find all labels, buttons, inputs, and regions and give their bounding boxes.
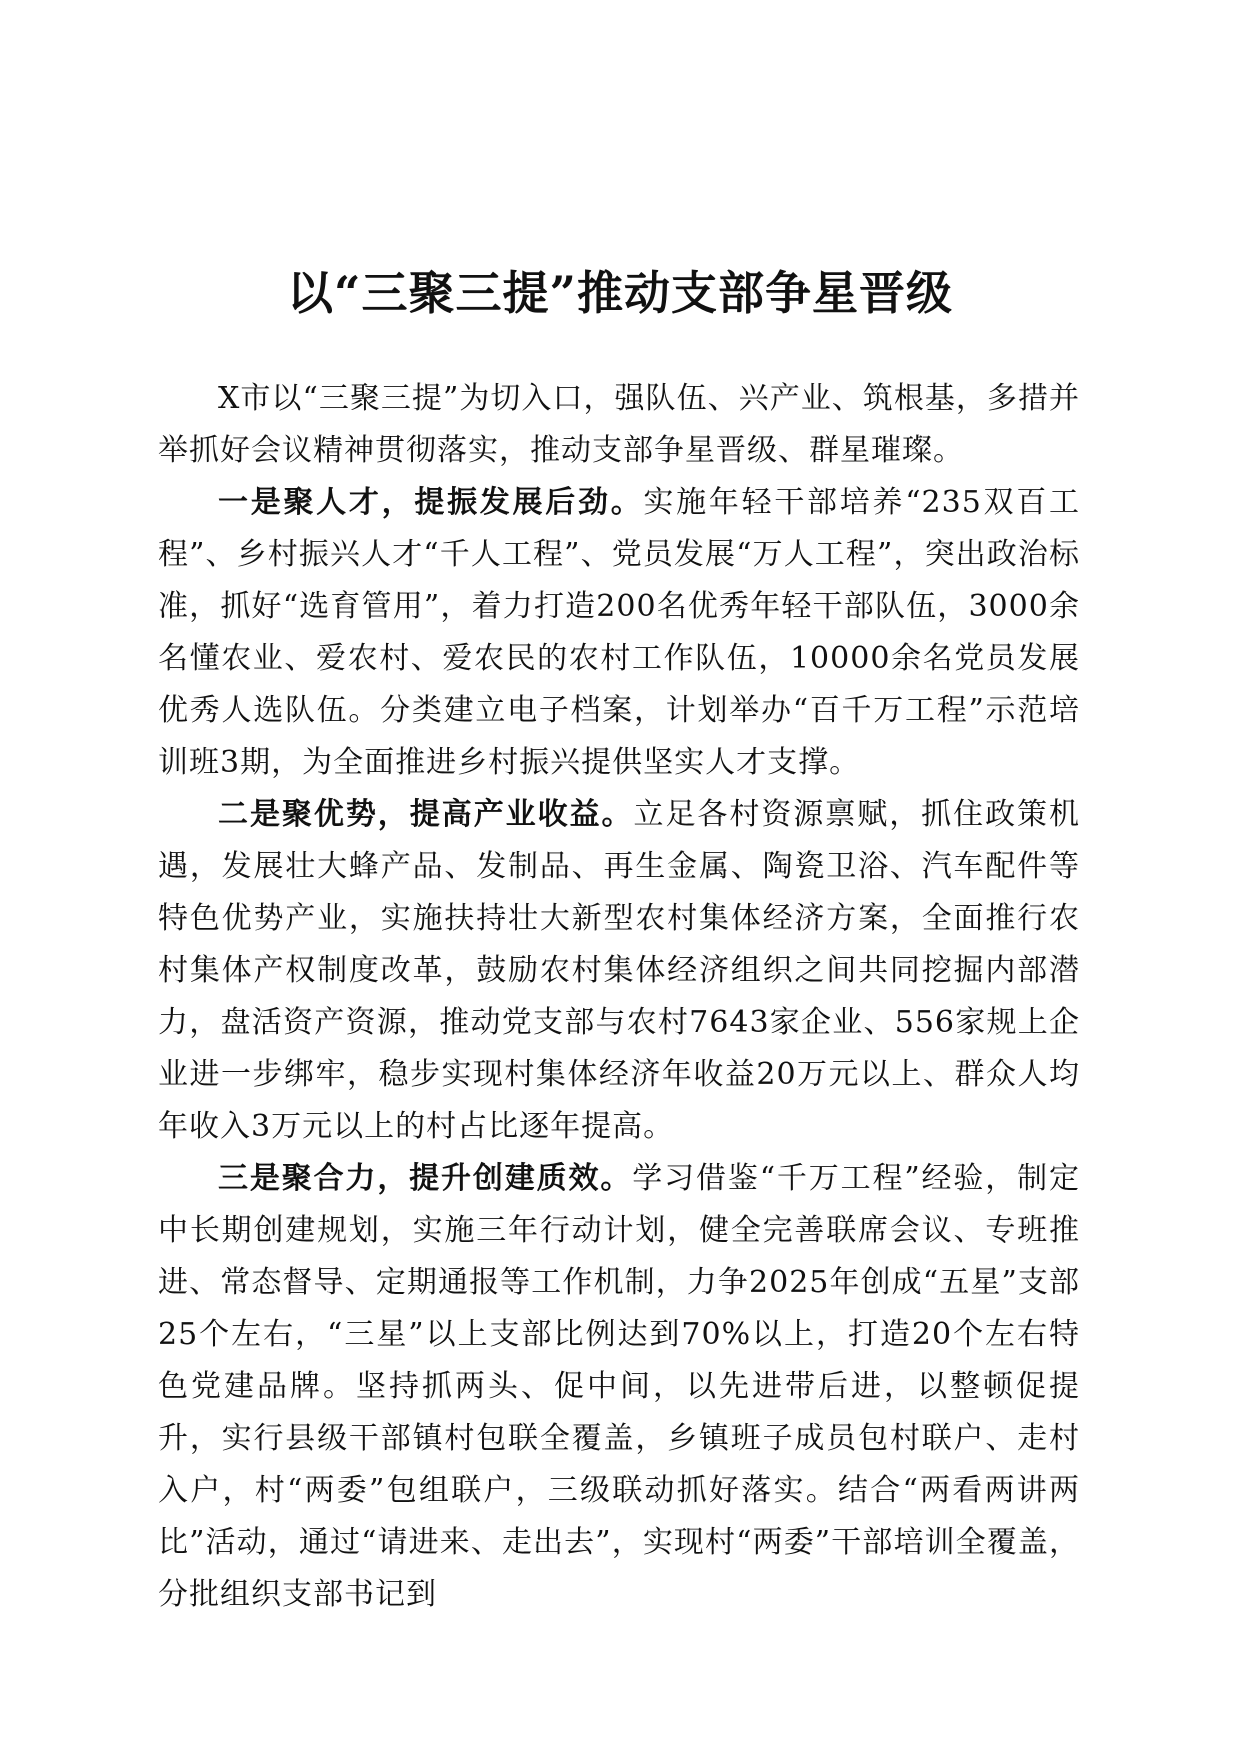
- document-body: [158, 373, 1080, 1621]
- paragraph-lead: 一是聚人才，提振发展后劲。: [218, 485, 644, 520]
- paragraph-industry: [158, 789, 1080, 1153]
- paragraph-lead: 三是聚合力，提升创建质效。: [218, 1161, 633, 1196]
- paragraph-lead: 二是聚优势，提高产业收益。: [218, 797, 634, 832]
- paragraph-synergy: [158, 1153, 1080, 1621]
- paragraph-intro: [158, 373, 1080, 477]
- paragraph-text: 实施年轻干部培养“235双百工程”、乡村振兴人才“千人工程”、党员发展“万人工程”，突出政治标准，抓好“选育管用”，着力打造200名优秀年轻干部队伍，3000余名懂农业、爱农村、爱农民的农村工作队伍，10000余名党员发展优秀人选队伍。分类建立电子档案，计划举办“百千万工程”示范培训班3期，为全面推进乡村振兴提供坚实人才支撑。: [158, 485, 1080, 780]
- document-title: 以“三聚三提”推动支部争星晋级: [287, 265, 953, 320]
- paragraph-text: 学习借鉴“千万工程”经验，制定中长期创建规划，实施三年行动计划，健全完善联席会议、专班推进、常态督导、定期通报等工作机制，力争2025年创成“五星”支部25个左右，“三星”以上支部比例达到70%以上，打造20个左右特色党建品牌。坚持抓两头、促中间，以先进带后进，以整顿促提升，实行县级干部镇村包联全覆盖，乡镇班子成员包村联户、走村入户，村“两委”包组联户，三级联动抓好落实。结合“两看两讲两比”活动，通过“请进来、走出去”，实现村“两委”干部培训全覆盖，分批组织支部书记到: [158, 1161, 1080, 1612]
- paragraph-text: 立足各村资源禀赋，抓住政策机遇，发展壮大蜂产品、发制品、再生金属、陶瓷卫浴、汽车配件等特色优势产业，实施扶持壮大新型农村集体经济方案，全面推行农村集体产权制度改革，鼓励农村集体经济组织之间共同挖掘内部潜力，盘活资产资源，推动党支部与农村7643家企业、556家规上企业进一步绑牢，稳步实现村集体经济年收益20万元以上、群众人均年收入3万元以上的村占比逐年提高。: [158, 797, 1080, 1144]
- paragraph-text: X市以“三聚三提”为切入口，强队伍、兴产业、筑根基，多措并举抓好会议精神贯彻落实，推动支部争星晋级、群星璀璨。: [158, 381, 1080, 468]
- paragraph-talent: [158, 477, 1080, 789]
